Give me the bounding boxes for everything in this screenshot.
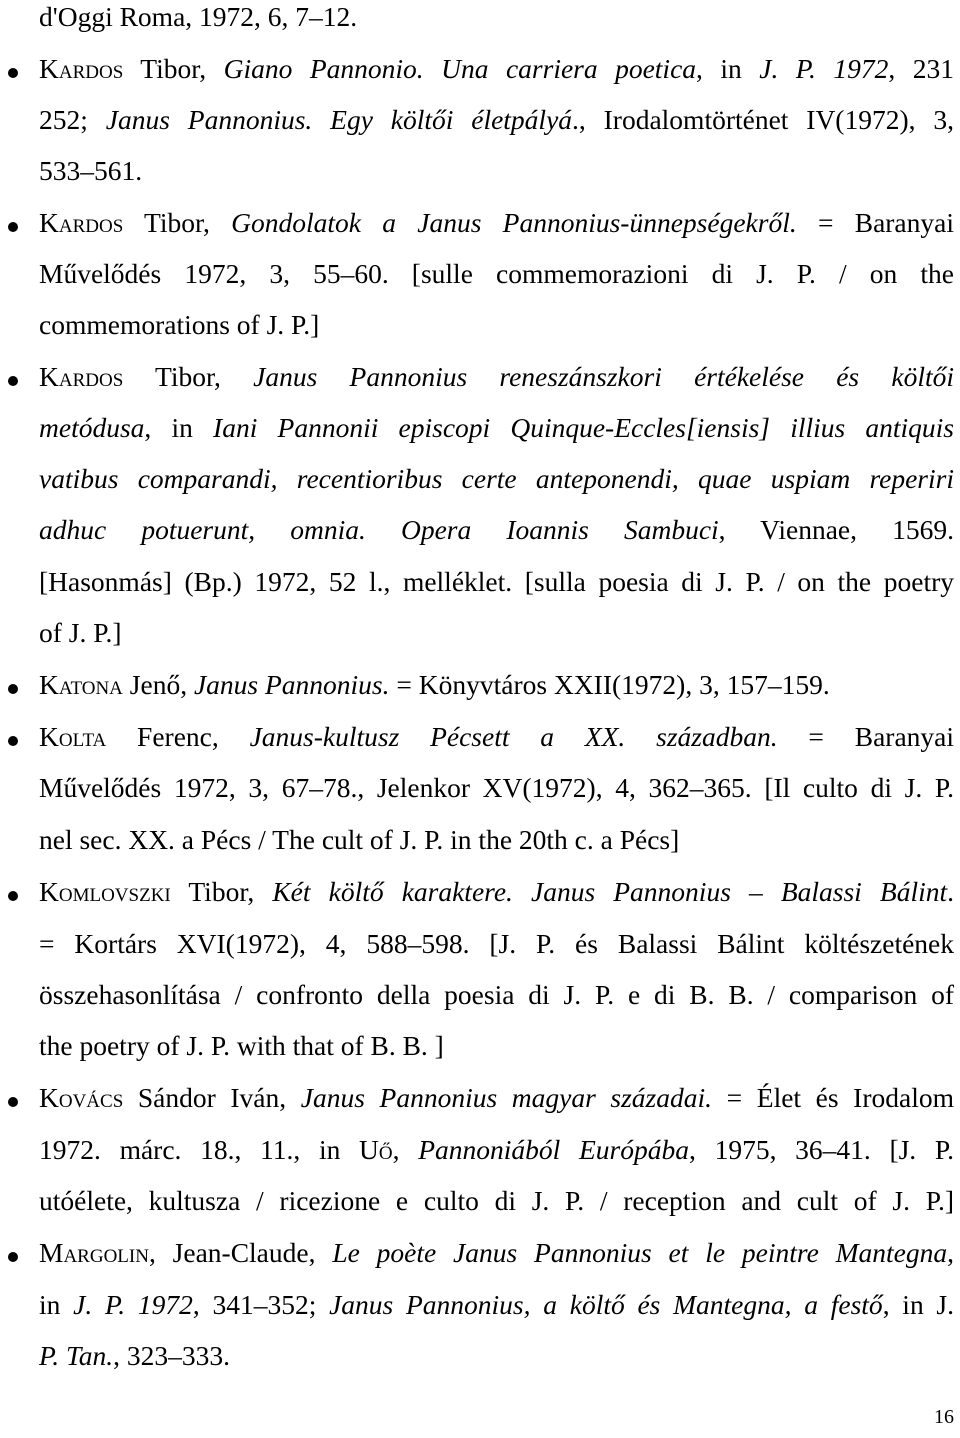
bibliography-line [39, 980, 954, 1010]
bibliography-line [39, 1186, 954, 1216]
citation-text: 533–561. [39, 155, 143, 186]
citation-text: Tibor, [123, 207, 232, 238]
bibliography-line [39, 1031, 954, 1061]
bibliography-line [39, 259, 954, 289]
bibliography-line [39, 1290, 954, 1320]
citation-text: . [947, 876, 954, 907]
citation-text: Tibor, [123, 361, 254, 392]
bibliography-line [39, 2, 954, 32]
citation-text: the poetry of J. P. with that of B. B. ] [39, 1030, 444, 1061]
author-name: Katona [39, 669, 123, 700]
title-text: Pannoniából Európába [418, 1134, 689, 1165]
citation-text: nel sec. XX. a Pécs / The cult of J. P. in the 20th c. a Pécs] [39, 824, 680, 855]
bibliography-line [39, 1238, 954, 1268]
citation-text: = Könyvtáros XXII(1972), 3, 157–159. [389, 669, 830, 700]
citation-text: , [392, 1134, 419, 1165]
citation-text: commemorations of J. P.] [39, 309, 320, 340]
bibliography-line [39, 773, 954, 803]
title-text: Giano Pannonio. Una carriera poetica [223, 53, 697, 84]
citation-text: összehasonlítása / confronto della poesia di J. P. e di B. B. / comparison of [39, 979, 954, 1010]
bibliography-line [39, 310, 954, 340]
citation-text: Tibor, [170, 876, 273, 907]
title-text: Janus Pannonius. [193, 669, 390, 700]
title-text: Janus Pannonius reneszánszkori értékelése és költői [253, 361, 954, 392]
title-text: P. Tan. [39, 1340, 114, 1371]
citation-text: ., Irodalomtörténet IV(1972), 3, [572, 104, 954, 135]
citation-text: , 341–352; [192, 1289, 330, 1320]
citation-text: , Viennae, 1569. [718, 514, 954, 545]
bullet-icon [8, 222, 18, 232]
title-text: metódusa [39, 412, 145, 443]
bibliography-line [39, 722, 954, 752]
author-name: Komlovszki [39, 876, 171, 907]
citation-text: , 1975, 36–41. [J. P. [689, 1134, 954, 1165]
citation-text: d'Oggi Roma, 1972, 6, 7–12. [39, 1, 358, 32]
title-text: J. P. 1972 [759, 53, 889, 84]
title-text: Janus Pannonius. Egy költői életpályá [105, 104, 573, 135]
title-text: Két költő karaktere. Janus Pannonius – Balassi Bálint [272, 876, 948, 907]
title-text: Le poète Janus Pannonius et le peintre Mantegna [332, 1237, 948, 1268]
citation-text: Ferenc, [106, 721, 250, 752]
bibliography-line [39, 567, 954, 597]
citation-text: , Jean-Claude, [148, 1237, 333, 1268]
citation-text: , in [696, 53, 760, 84]
bibliography-line [39, 54, 954, 84]
bibliography-line [39, 464, 954, 494]
title-text: Iani Pannonii episcopi Quinque-Eccles[iensis] illius antiquis [213, 412, 955, 443]
bibliography-line [39, 362, 954, 392]
bullet-icon [8, 891, 18, 901]
bullet-icon [8, 68, 18, 78]
citation-text: , 323–333. [113, 1340, 231, 1371]
bullet-icon [8, 1097, 18, 1107]
citation-text: 252; [39, 104, 106, 135]
citation-text: 1972. márc. 18., 11., in [39, 1134, 360, 1165]
author-name: Kolta [39, 721, 107, 752]
bibliography-line [39, 515, 954, 545]
bibliography-line [39, 929, 954, 959]
bibliography-line [39, 1341, 954, 1371]
citation-text: Jenő, [122, 669, 194, 700]
citation-text: Művelődés 1972, 3, 67–78., Jelenkor XV(1972), 4, 362–365. [Il culto di J. P. [39, 772, 954, 803]
bibliography-line [39, 1083, 954, 1113]
bibliography-line [39, 877, 954, 907]
title-text: Janus Pannonius, a költő és Mantegna, a festő [329, 1289, 883, 1320]
citation-text: Művelődés 1972, 3, 55–60. [sulle commemorazioni di J. P. / on the [39, 258, 954, 289]
bibliography-line [39, 413, 954, 443]
page-number: 16 [934, 1406, 954, 1428]
citation-text: [Hasonmás] (Bp.) 1972, 52 l., melléklet. [sulla poesia di J. P. / on the poetry [39, 566, 954, 597]
title-text: J. P. 1972 [73, 1289, 193, 1320]
bibliography-line [39, 670, 954, 700]
bullet-icon [8, 684, 18, 694]
citation-text: , in [144, 412, 214, 443]
bullet-icon [8, 1252, 18, 1262]
title-text: Gondolatok a Janus Pannonius-ünnepségekről. [231, 207, 797, 238]
citation-text: , [947, 1237, 955, 1268]
citation-text: , 231 [888, 53, 955, 84]
author-name: Kardos [39, 361, 124, 392]
citation-text: = Kortárs XVI(1972), 4, 588–598. [J. P. és Balassi Bálint költészetének [39, 928, 954, 959]
bibliography-line [39, 208, 954, 238]
citation-text: = Baranyai [796, 207, 954, 238]
citation-text: = Baranyai [777, 721, 954, 752]
author-name: Margolin [39, 1237, 149, 1268]
citation-text: of J. P.] [39, 617, 122, 648]
bibliography-line [39, 105, 954, 135]
author-name: Uő [359, 1134, 393, 1165]
citation-text: = Élet és Irodalom [712, 1082, 954, 1113]
citation-text: Tibor, [123, 53, 224, 84]
bullet-icon [8, 736, 18, 746]
title-text: vatibus comparandi, recentioribus certe anteponendi, quae uspiam reperiri [39, 463, 954, 494]
bibliography-line [39, 618, 954, 648]
author-name: Kardos [39, 53, 124, 84]
bibliography-line [39, 1135, 954, 1165]
bullet-icon [8, 376, 18, 386]
author-name: Kovács [39, 1082, 124, 1113]
title-text: Janus-kultusz Pécsett a XX. században. [249, 721, 778, 752]
bibliography-line [39, 156, 954, 186]
title-text: Janus Pannonius magyar századai. [300, 1082, 713, 1113]
citation-text: , in J. [882, 1289, 955, 1320]
author-name: Kardos [39, 207, 124, 238]
citation-text: Sándor Iván, [123, 1082, 301, 1113]
bibliography-line [39, 825, 954, 855]
title-text: adhuc potuerunt, omnia. Opera Ioannis Sambuci [39, 514, 719, 545]
citation-text: utóélete, kultusza / ricezione e culto di J. P. / reception and cult of J. P.] [39, 1185, 954, 1216]
citation-text: in [39, 1289, 74, 1320]
